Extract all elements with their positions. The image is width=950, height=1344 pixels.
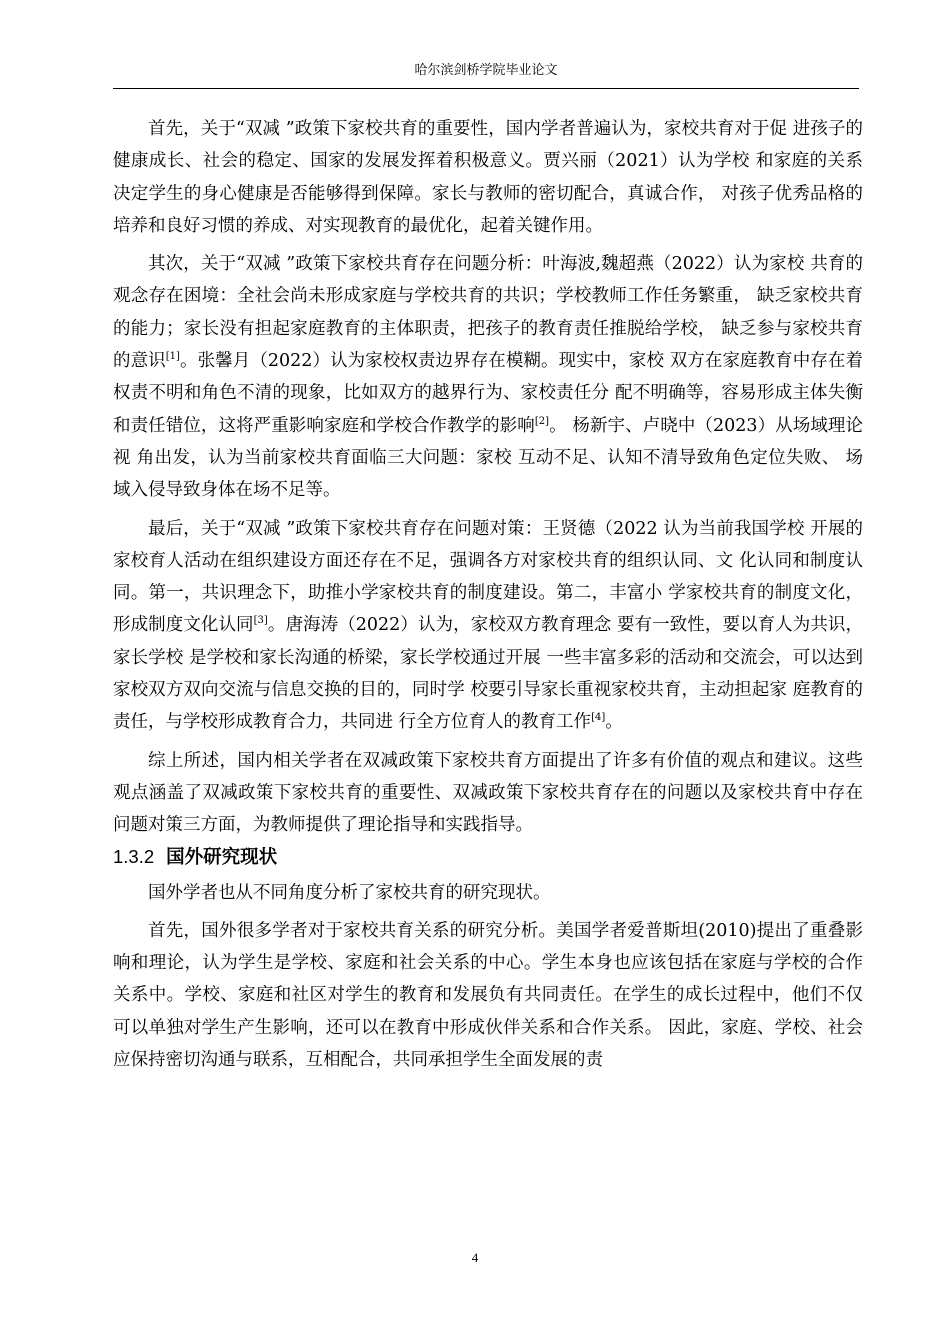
paragraph	[113, 877, 863, 909]
section-heading	[113, 842, 863, 873]
citation-marker: [4]	[591, 712, 606, 724]
paragraph	[113, 248, 863, 506]
paragraph-group-foreign	[113, 877, 863, 1077]
citation-marker: [2]	[534, 415, 550, 427]
paragraph-text: 。 杨新宇、卢晓中（2023）从场域理论视 角出发，认为当前家校共育面临三大问题：家校 互动不足、认知不清导致角色定位失败、 场域入侵导致身体在场不足等。	[113, 415, 863, 501]
paragraph	[113, 513, 863, 739]
paragraph	[113, 915, 863, 1076]
section-number: 1.3.2	[113, 845, 155, 867]
header-divider	[113, 88, 859, 89]
paragraph-text: 首先，国外很多学者对于家校共育关系的研究分析。美国学者爱普斯坦(2010)提出了重叠影响和理论，认为学生是学校、家庭和社会关系的中心。学生本身也应该包括在家庭与学校的合作关系中。学校、家庭和社区对学生的教育和发展负有共同责任。在学生的成长过程中，他们不仅可以单独对学生产生影响，还可以在教育中形成伙伴关系和合作关系。 因此，家庭、学校、社会应保持密切沟通与联系，互相配合，共同承担学生全面发展的责	[113, 920, 863, 1071]
citation-marker: [1]	[165, 351, 180, 363]
paragraph-group-domestic	[113, 113, 863, 842]
citation-marker: [3]	[253, 615, 268, 627]
page-number: 4	[471, 1250, 479, 1265]
paragraph-text: 首先，关于“双减 ”政策下家校共育的重要性，国内学者普遍认为，家校共育对于促 进孩子的健康成长、社会的稳定、国家的发展发挥着积极意义。贾兴丽（2021）认为学校 和家庭的关系决定学生的身心健康是否能够得到保障。家长与教师的密切配合，真诚合作， 对孩子优秀品格的培养和良好习惯的养成、对实现教育的最优化，起着关键作用。	[113, 119, 863, 236]
paragraph-text: 国外学者也从不同角度分析了家校共育的研究现状。	[148, 882, 551, 903]
paragraph	[113, 113, 863, 242]
paragraph-text: 其次，关于“双减 ”政策下家校共育存在问题分析：叶海波,魏超燕（2022）认为家校 共育的观念存在困境：全社会尚未形成家庭与学校共育的共识；学校教师工作任务繁重， 缺乏家校共育的能力；家长没有担起家庭教育的主体职责，把孩子的教育责任推脱给学校， 缺乏参与家校共育的意识	[113, 254, 863, 372]
paragraph-text: 最后，关于“双减 ”政策下家校共育存在问题对策：王贤德（2022 认为当前我国学校 开展的家校育人活动在组织建设方面还存在不足，强调各方对家校共育的组织认同、文 化认同和制度认同。第一，共识理念下，助推小学家校共育的制度建设。第二，丰富小 学家校共育的制度文化，形成制度文化认同	[113, 518, 863, 636]
paragraph-text: 。张馨月（2022）认为家校权责边界存在模糊。现实中，家校 双方在家庭教育中存在着权责不明和角色不清的现象，比如双方的越界行为、家校责任分 配不明确等，容易形成主体失衡和责任错位，这将严重影响家庭和学校合作教学的影响	[113, 351, 864, 436]
section-title: 国外研究现状	[166, 846, 278, 868]
paragraph-text: 综上所述，国内相关学者在双减政策下家校共育方面提出了许多有价值的观点和建议。这些观点涵盖了双减政策下家校共育的重要性、双减政策下家校共育存在的问题以及家校共育中存在问题对策三方面，为教师提供了理论指导和实践指导。	[113, 750, 863, 836]
paragraph-text: 。唐海涛（2022）认为，家校双方教育理念 要有一致性，要以育人为共识，家长学校 是学校和家长沟通的桥梁，家长学校通过开展 一些丰富多彩的活动和交流会，可以达到 家校双方双向交流与信息交换的目的，同时学 校要引导家长重视家校共育，主动担起家 庭教育的责任，与学校形成教育合力，共同进 行全方位育人的教育工作	[113, 615, 863, 733]
running-header: 哈尔滨剑桥学院毕业论文	[414, 63, 558, 78]
paragraph-text: 。	[605, 712, 623, 733]
body-text	[113, 113, 863, 1076]
paragraph	[113, 745, 863, 842]
